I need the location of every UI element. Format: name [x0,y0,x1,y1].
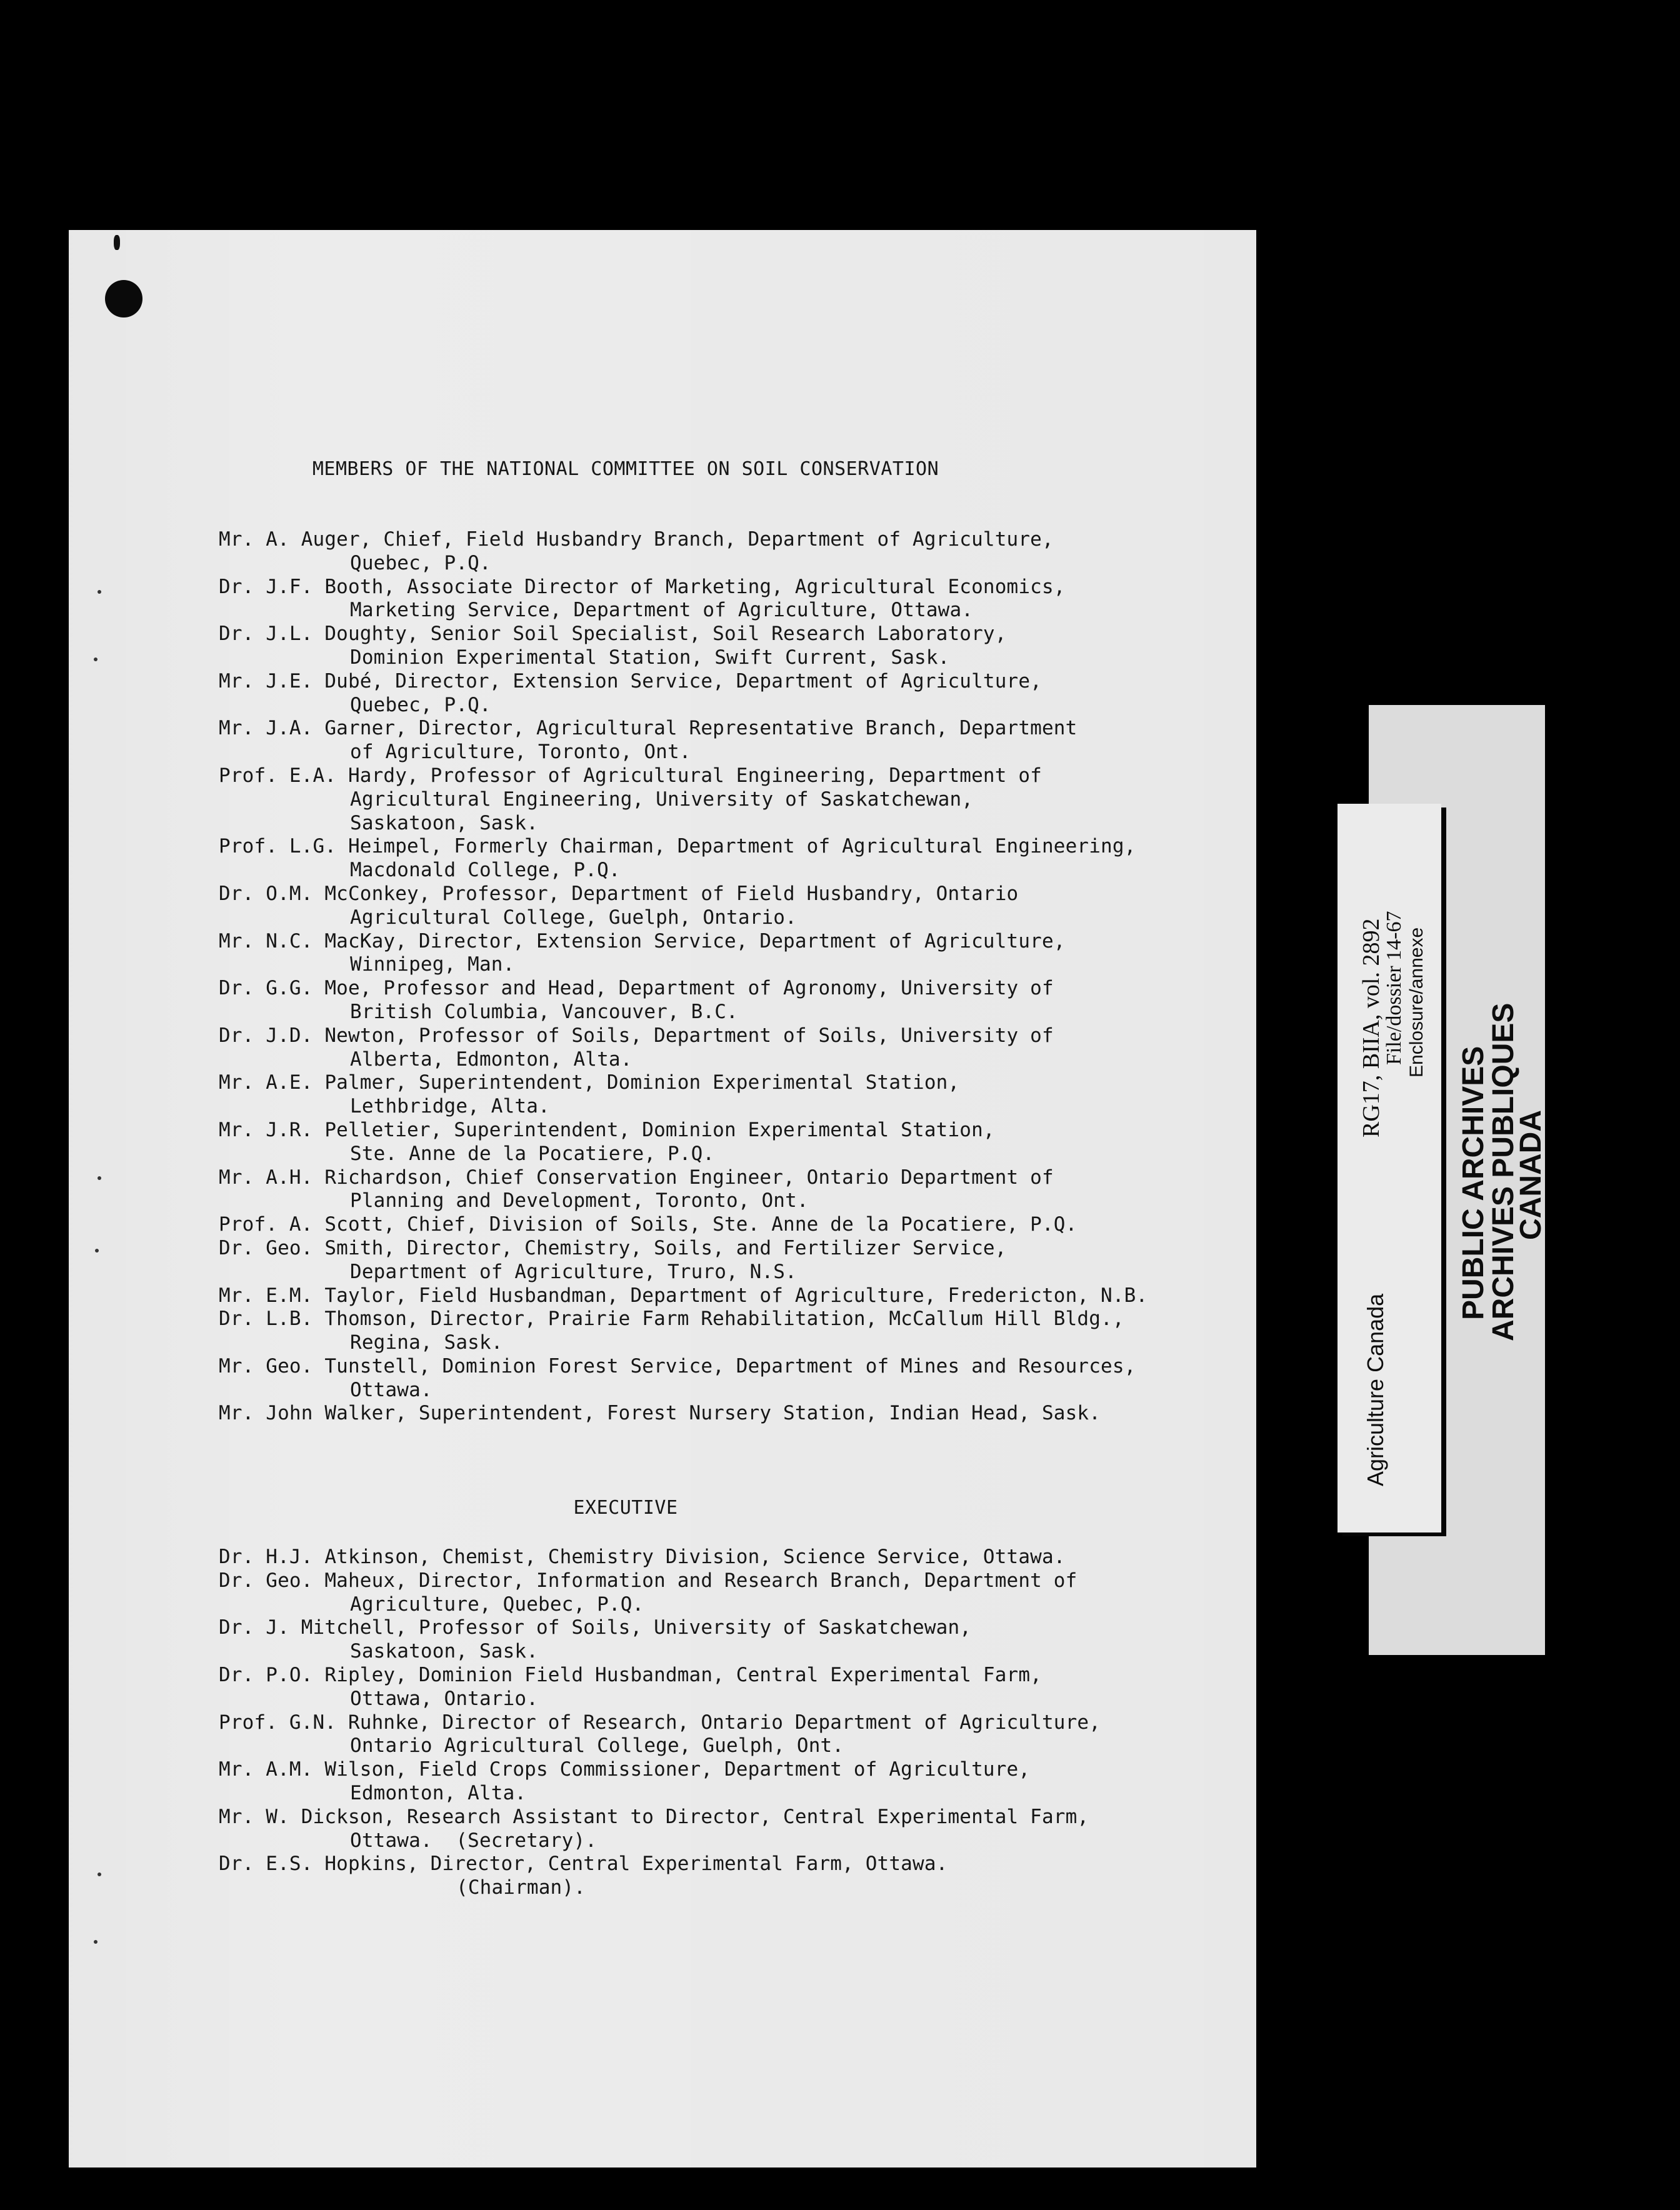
entry-name-line: Dr. Geo. Smith, Director, Chemistry, Soils, and Fertilizer Service, [219,1236,1007,1259]
entry-continuation-line: Ottawa, Ontario. [350,1687,539,1710]
entry-continuation-line: Quebec, P.Q. [350,693,491,716]
committee-entry [219,1569,1101,1617]
committee-entry [219,1402,1148,1426]
margin-speck [95,1249,99,1252]
entry-name-line: Prof. A. Scott, Chief, Division of Soils, Ste. Anne de la Pocatiere, P.Q. [219,1213,1078,1236]
executive-title: EXECUTIVE [573,1497,678,1519]
committee-entry [219,1758,1101,1806]
entry-name-line: Mr. A.H. Richardson, Chief Conservation Engineer, Ontario Department of [219,1166,1054,1189]
entry-continuation-line: Quebec, P.Q. [350,551,491,574]
committee-entry [219,977,1148,1024]
entry-continuation-line: Dominion Experimental Station, Swift Current, Sask. [350,646,950,669]
entry-continuation-line: Alberta, Edmonton, Alta. [350,1048,632,1071]
committee-entry [219,764,1148,835]
entry-name-line: Dr. P.O. Ripley, Dominion Field Husbandman, Central Experimental Farm, [219,1663,1042,1686]
margin-speck [98,1872,101,1876]
margin-speck [98,1176,101,1180]
committee-entry [219,1546,1101,1569]
entry-continuation-line: Saskatoon, Sask. [350,1640,539,1663]
committee-entry [219,1119,1148,1166]
committee-entry [219,1024,1148,1072]
punch-hole [105,280,142,318]
archive-reference-line: Enclosure/annexe [1406,927,1427,1078]
entry-continuation-line: Agricultural College, Guelph, Ontario. [350,906,797,929]
entry-name-line: Dr. L.B. Thomson, Director, Prairie Farm Rehabilitation, McCallum Hill Bldg., [219,1308,1124,1331]
entry-name-line: Dr. J.L. Doughty, Senior Soil Specialist, Soil Research Laboratory, [219,622,1007,646]
committee-entry [219,1166,1148,1214]
entry-name-line: Dr. H.J. Atkinson, Chemist, Chemistry Division, Science Service, Ottawa. [219,1546,1066,1568]
entry-name-line: Dr. J.D. Newton, Professor of Soils, Department of Soils, University of [219,1024,1054,1047]
archive-reference-line: File/dossier 14-67 [1382,911,1406,1065]
entry-continuation-line: Marketing Service, Department of Agriculture, Ottawa. [350,599,974,622]
archive-stamp-line: PUBLIC ARCHIVES [1457,1046,1490,1320]
entry-name-line: Mr. A. Auger, Chief, Field Husbandry Branch, Department of Agriculture, [219,528,1054,551]
entry-name-line: Dr. E.S. Hopkins, Director, Central Experimental Farm, Ottawa. [219,1852,948,1876]
document-title: MEMBERS OF THE NATIONAL COMMITTEE ON SOIL CONSERVATION [312,458,939,480]
entry-continuation-line: Agricultural Engineering, University of Saskatchewan, [350,788,974,811]
punch-hole-mark [114,235,120,250]
entry-name-line: Dr. J.F. Booth, Associate Director of Marketing, Agricultural Economics, [219,575,1066,598]
committee-entry [219,882,1148,930]
members-list [219,528,1148,1426]
committee-entry [219,1308,1148,1355]
entry-continuation-line: of Agriculture, Toronto, Ont. [350,741,691,764]
entry-continuation-line: Agriculture, Quebec, P.Q. [350,1592,644,1616]
committee-entry [219,717,1148,764]
entry-continuation-line: Planning and Development, Toronto, Ont. [350,1189,809,1212]
committee-entry [219,670,1148,718]
entry-continuation-line: Regina, Sask. [350,1331,503,1354]
committee-entry [219,528,1148,576]
entry-name-line: Dr. J. Mitchell, Professor of Soils, University of Saskatchewan, [219,1616,972,1639]
committee-entry [219,930,1148,978]
archive-reference-line: RG17, BIIA, vol. 2892 [1358,918,1384,1138]
entry-continuation-line: Ontario Agricultural College, Guelph, Ont. [350,1734,844,1758]
entry-name-line: Mr. W. Dickson, Research Assistant to Director, Central Experimental Farm, [219,1805,1089,1828]
committee-entry [219,1852,1101,1900]
entry-continuation-line: British Columbia, Vancouver, B.C. [350,1000,738,1023]
committee-entry [219,1616,1101,1664]
entry-name-line: Prof. G.N. Ruhnke, Director of Research, Ontario Department of Agriculture, [219,1711,1101,1734]
committee-entry [219,1071,1148,1119]
entry-name-line: Mr. J.E. Dubé, Director, Extension Service, Department of Agriculture, [219,669,1042,692]
entry-name-line: Prof. L.G. Heimpel, Formerly Chairman, Department of Agricultural Engineering, [219,835,1136,858]
entry-continuation-line: Ottawa. (Secretary). [350,1829,598,1852]
archive-department-label: Agriculture Canada [1362,1293,1388,1486]
executive-list [219,1546,1101,1900]
margin-speck [98,590,101,594]
entry-name-line: Mr. J.R. Pelletier, Superintendent, Dominion Experimental Station, [219,1118,995,1141]
archive-stamp-line: ARCHIVES PUBLIQUES [1487,1002,1520,1341]
archive-stamp-line: CANADA [1514,1110,1548,1240]
committee-entry [219,1664,1101,1711]
entry-name-line: Mr. J.A. Garner, Director, Agricultural Representative Branch, Department [219,717,1078,740]
entry-name-line: Mr. A.M. Wilson, Field Crops Commissioner, Department of Agriculture, [219,1758,1031,1781]
entry-continuation-line: (Chairman). [456,1876,586,1899]
committee-entry [219,1806,1101,1853]
entry-name-line: Dr. Geo. Maheux, Director, Information and Research Branch, Department of [219,1569,1078,1592]
entry-continuation-line: Department of Agriculture, Truro, N.S. [350,1260,797,1283]
committee-entry [219,1284,1148,1308]
entry-continuation-line: Saskatoon, Sask. [350,811,539,834]
entry-name-line: Mr. John Walker, Superintendent, Forest Nursery Station, Indian Head, Sask. [219,1402,1101,1425]
entry-name-line: Prof. E.A. Hardy, Professor of Agricultural Engineering, Department of [219,764,1042,787]
entry-continuation-line: Macdonald College, P.Q. [350,859,621,882]
entry-continuation-line: Ottawa. [350,1378,432,1401]
entry-name-line: Mr. A.E. Palmer, Superintendent, Dominion Experimental Station, [219,1071,960,1094]
committee-entry [219,1237,1148,1284]
entry-continuation-line: Lethbridge, Alta. [350,1095,550,1118]
entry-continuation-line: Winnipeg, Man. [350,953,515,976]
committee-entry [219,835,1148,882]
committee-entry [219,1355,1148,1402]
entry-continuation-line: Ste. Anne de la Pocatiere, P.Q. [350,1142,715,1165]
committee-entry [219,622,1148,670]
entry-name-line: Mr. Geo. Tunstell, Dominion Forest Service, Department of Mines and Resources, [219,1354,1136,1378]
entry-continuation-line: Edmonton, Alta. [350,1781,527,1804]
entry-name-line: Mr. E.M. Taylor, Field Husbandman, Department of Agriculture, Fredericton, N.B. [219,1284,1148,1307]
margin-speck [94,1940,98,1944]
entry-name-line: Mr. N.C. MacKay, Director, Extension Service, Department of Agriculture, [219,929,1066,952]
entry-name-line: Dr. G.G. Moe, Professor and Head, Department of Agronomy, University of [219,977,1054,1000]
entry-name-line: Dr. O.M. McConkey, Professor, Department of Field Husbandry, Ontario [219,882,1019,905]
committee-entry [219,1213,1148,1237]
committee-entry [219,576,1148,623]
margin-speck [94,658,98,661]
committee-entry [219,1711,1101,1759]
